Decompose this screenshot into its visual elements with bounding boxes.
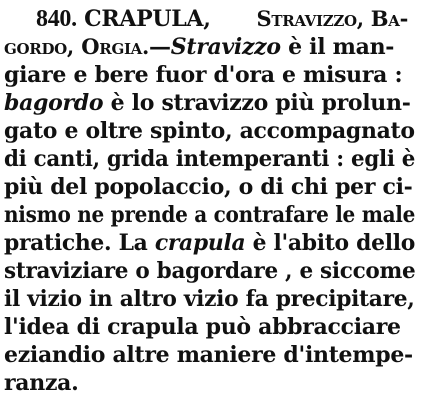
entry-line-text: il vizio in altro vizio fa precipitare, <box>4 286 415 312</box>
entry-line-2 <box>4 34 394 60</box>
entry-line-text: giare e bere fuor d'ora e misura : <box>4 62 403 88</box>
entry-line-10 <box>4 258 415 284</box>
entry-line-14 <box>4 370 78 396</box>
entry-number: 840. <box>36 6 77 32</box>
entry-line-6 <box>4 146 415 172</box>
entry-line-text: pratiche. La <box>4 230 155 256</box>
entry-synonym-orgia: Orgia. <box>81 34 150 59</box>
entry-line-11 <box>4 286 415 312</box>
entry-headword: CRAPULA, <box>84 6 211 32</box>
entry-line-13 <box>4 342 413 368</box>
entry-line-text: è l'abito dello <box>245 230 415 256</box>
entry-line-text: straviziare o bagordare , e siccome <box>4 258 416 284</box>
entry-line-text: crapula <box>154 230 246 256</box>
entry-line-4 <box>4 90 411 116</box>
entry-line-text: di canti, grida intemperanti : egli è <box>4 146 416 172</box>
entry-line-text: ranza. <box>4 370 79 396</box>
entry-line-3 <box>4 62 402 88</box>
entry-line-9 <box>4 230 415 256</box>
entry-line-text: Stravizzo <box>170 34 281 60</box>
entry-line-12 <box>4 314 401 340</box>
entry-line-text: eziandio altre maniere d'intempe- <box>4 342 413 368</box>
entry-line-text: più del popolaccio, o di chi per ci- <box>4 174 413 200</box>
entry-dash: — <box>149 34 171 60</box>
entry-line-text: bagordo <box>4 90 104 116</box>
entry-line-text: gato e oltre spinto, accompagnato <box>4 118 415 144</box>
entry-line-8 <box>4 202 415 228</box>
entry-line-7 <box>4 174 413 200</box>
entry-line-text: l'idea di crapula può abbracciare <box>4 314 401 340</box>
entry-synonym-bagordo: gordo, <box>4 34 74 59</box>
entry-line-text: è lo stravizzo più prolun- <box>103 90 411 116</box>
entry-heading-line <box>36 6 408 32</box>
entry-line-5 <box>4 118 415 144</box>
entry-line-text: è il man- <box>280 34 395 60</box>
entry-line-text: nismo ne prende a contrafare le male <box>4 202 416 228</box>
entry-synonym-stravizzo: Stravizzo, Ba- <box>256 6 408 31</box>
